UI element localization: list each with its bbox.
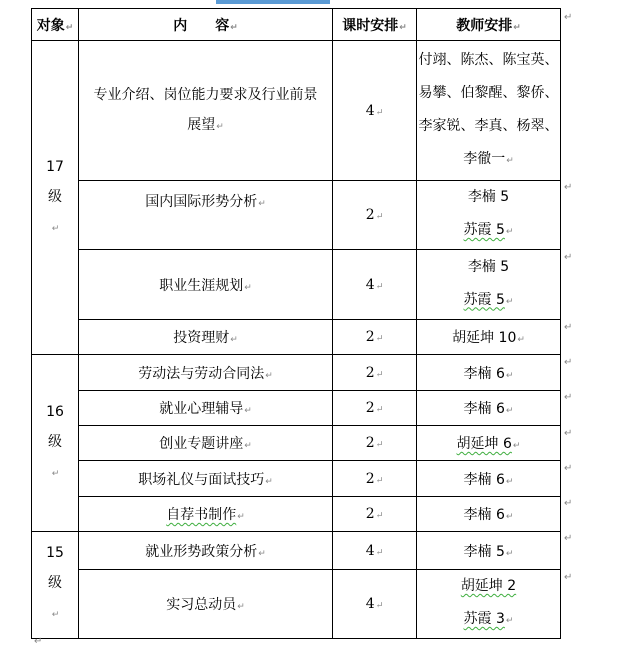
grade-cell-16: 16 级 ↵ [32, 355, 79, 532]
table-row [32, 355, 561, 391]
content-cell: 就业形势政策分析↵ [79, 532, 333, 570]
hours-cell: 2↵ [333, 320, 417, 355]
teacher-cell: 李楠 6↵ [417, 355, 561, 391]
header-hours: 课时安排↵ [333, 9, 417, 41]
row-end-mark: ↵ [564, 322, 573, 333]
row-end-mark: ↵ [564, 392, 573, 403]
content-cell: 创业专题讲座↵ [79, 426, 333, 461]
header-row [32, 9, 561, 41]
row-end-mark: ↵ [564, 12, 573, 23]
teacher-cell: 李楠 5 苏霞 5↵ [417, 250, 561, 320]
hours-cell: 4↵ [333, 250, 417, 320]
hours-cell: 2↵ [333, 426, 417, 461]
content-cell: 就业心理辅导↵ [79, 391, 333, 426]
table-row [32, 181, 561, 250]
table-row [32, 461, 561, 497]
teacher-cell: 李楠 6↵ [417, 497, 561, 532]
paragraph-mark: ↵ [34, 636, 43, 647]
content-cell: 劳动法与劳动合同法↵ [79, 355, 333, 391]
content-cell: 专业介绍、岗位能力要求及行业前景展望↵ [79, 41, 333, 181]
hours-cell: 2↵ [333, 181, 417, 250]
selection-accent-bar [216, 0, 330, 4]
teacher-cell: 胡延坤 2 苏霞 3↵ [417, 570, 561, 639]
hours-cell: 4↵ [333, 532, 417, 570]
hours-cell: 4↵ [333, 570, 417, 639]
schedule-table [31, 8, 561, 639]
hours-cell: 2↵ [333, 355, 417, 391]
content-cell: 职场礼仪与面试技巧↵ [79, 461, 333, 497]
row-end-mark: ↵ [564, 572, 573, 583]
teacher-cell: 李楠 5↵ [417, 532, 561, 570]
hours-cell: 4↵ [333, 41, 417, 181]
content-cell: 投资理财↵ [79, 320, 333, 355]
row-end-mark: ↵ [564, 252, 573, 263]
teacher-cell: 李楠 6↵ [417, 461, 561, 497]
table-row [32, 250, 561, 320]
content-cell: 自荐书制作↵ [79, 497, 333, 532]
grade-cell-17: 17 级 ↵ [32, 41, 79, 355]
table-row [32, 391, 561, 426]
table-row [32, 497, 561, 532]
teacher-cell: 付翊、陈杰、陈宝英、 易攀、伯黎醒、黎侨、 李家锐、李真、杨翠、 李徹一↵ [417, 41, 561, 181]
content-cell: 国内国际形势分析↵ [79, 181, 333, 250]
grade-cell-15: 15 级 ↵ [32, 532, 79, 639]
teacher-cell: 李楠 5 苏霞 5↵ [417, 181, 561, 250]
table-row [32, 570, 561, 639]
teacher-cell: 胡延坤 6↵ [417, 426, 561, 461]
header-teacher: 教师安排↵ [417, 9, 561, 41]
hours-cell: 2↵ [333, 391, 417, 426]
content-cell: 实习总动员↵ [79, 570, 333, 639]
content-cell: 职业生涯规划↵ [79, 250, 333, 320]
table-row [32, 532, 561, 570]
hours-cell: 2↵ [333, 461, 417, 497]
header-target: 对象↵ [32, 9, 79, 41]
row-end-mark: ↵ [564, 182, 573, 193]
table-row [32, 41, 561, 181]
row-end-mark: ↵ [564, 428, 573, 439]
teacher-cell: 胡延坤 10↵ [417, 320, 561, 355]
hours-cell: 2↵ [333, 497, 417, 532]
row-end-mark: ↵ [564, 533, 573, 544]
row-end-mark: ↵ [564, 498, 573, 509]
row-end-mark: ↵ [564, 357, 573, 368]
table-row [32, 426, 561, 461]
row-end-mark: ↵ [564, 463, 573, 474]
table-row [32, 320, 561, 355]
header-content: 内 容↵ [79, 9, 333, 41]
teacher-cell: 李楠 6↵ [417, 391, 561, 426]
